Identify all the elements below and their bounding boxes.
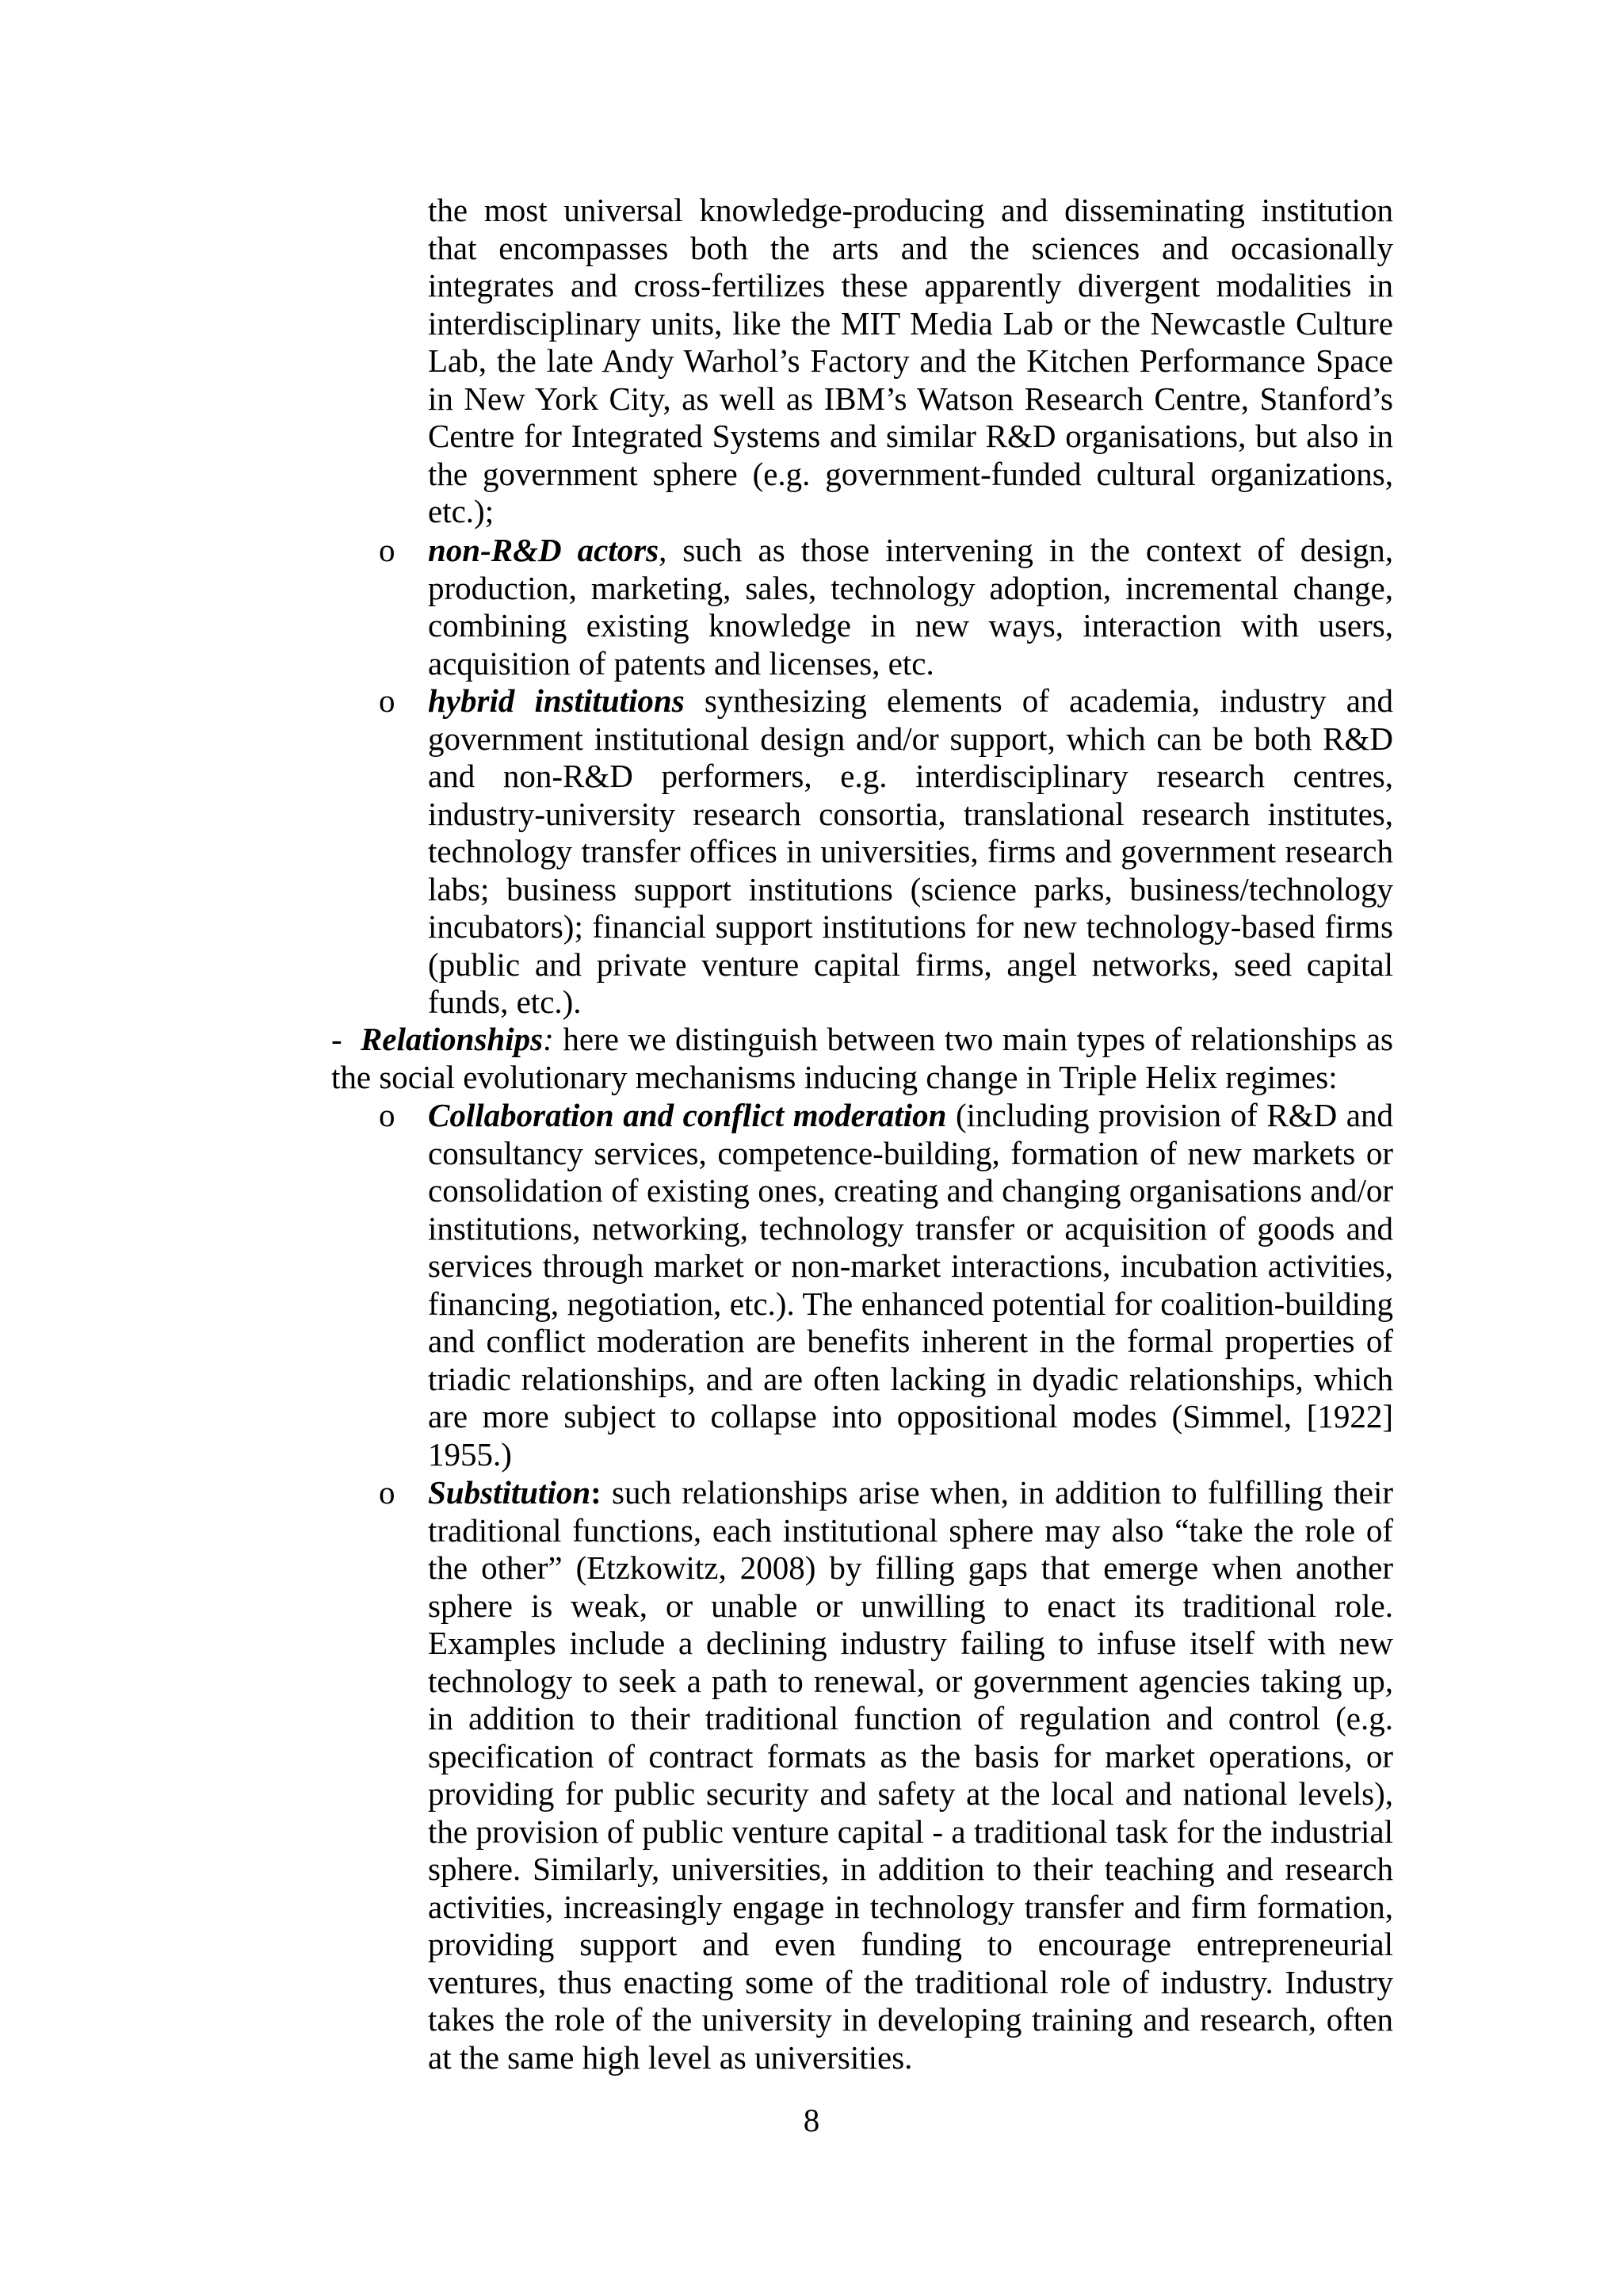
- term-description: (including provision of R&D and consultancy services, competence-building, formation of new markets or consolidation of existing ones, creating and changing organisations and/or institutions, networking, technology transfer or acquisition of goods and services through market or non-market interactions, incubation activities, financing, negotiation, etc.). The enhanced potential for coalition-building and conflict moderation are benefits inherent in the formal properties of triadic relationships, and are often lacking in dyadic relationships, which are more subject to collapse into oppositional modes (Simmel, [1922] 1955.): [428, 1097, 1393, 1473]
- relationships-paragraph: [331, 1021, 1393, 1096]
- list-item-text: [428, 532, 1393, 682]
- term-description: , such as those intervening in the context of design, production, marketing, sales, technology adoption, incremental change, combining existing knowledge in new ways, interaction with users, acquisition of patents and licenses, etc.: [428, 532, 1393, 682]
- relationships-colon: :: [543, 1021, 554, 1057]
- continuation-paragraph: the most universal knowledge-producing and disseminating institution that encompasses both the arts and the sciences and occasionally integrates and cross-fertilizes these apparently divergent modalities in interdisciplinary units, like the MIT Media Lab or the Newcastle Culture Lab, the late Andy Warhol’s Factory and the Kitchen Performance Space in New York City, as well as IBM’s Watson Research Centre, Stanford’s Centre for Integrated Systems and similar R&D organisations, but also in the government sphere (e.g. government-funded cultural organizations, etc.);: [428, 192, 1393, 529]
- term-collaboration: Collaboration and conflict moderation: [428, 1097, 947, 1133]
- bullet-marker: o: [379, 1097, 395, 1133]
- term-substitution: Substitution: [428, 1474, 591, 1511]
- term-hybrid-institutions: hybrid institutions: [428, 682, 685, 719]
- relationships-intro: here we distinguish between two main types of relationships as the social evolutionary mechanisms inducing change in Triple Helix regimes:: [331, 1021, 1393, 1095]
- term-description: synthesizing elements of academia, industry and government institutional design and/or support, which can be both R&D and non-R&D performers, e.g. interdisciplinary research centres, industry-university research consortia, translational research institutes, technology transfer offices in universities, firms and government research labs; business support institutions (science parks, business/technology incubators); financial support institutions for new technology-based firms (public and private venture capital firms, angel networks, seed capital funds, etc.).: [428, 682, 1394, 1020]
- bullet-marker: o: [379, 682, 395, 719]
- term-separator: :: [590, 1474, 601, 1511]
- term-description: such relationships arise when, in addition to fulfilling their traditional functions, each institutional sphere may also “take the role of the other” (Etzkowitz, 2008) by filling gaps that emerge when another sphere is weak, or unable or unwilling to enact its traditional role. Examples include a declining industry failing to infuse itself with new technology to seek a path to renewal, or government agencies taking up, in addition to their traditional function of regulation and control (e.g. specification of contract formats as the basis for market operations, or providing for public security and safety at the local and national levels), the provision of public venture capital - a traditional task for the industrial sphere. Similarly, universities, in addition to their teaching and research activities, increasingly engage in technology transfer and firm formation, providing support and even funding to encourage entrepreneurial ventures, thus enacting some of the traditional role of industry. Industry takes the role of the university in developing training and research, often at the same high level as universities.: [428, 1474, 1393, 2076]
- list-item-text: [428, 682, 1393, 1022]
- dash-marker: -: [331, 1021, 342, 1057]
- list-item-text: [428, 1474, 1393, 2076]
- bullet-marker: o: [379, 1474, 395, 1511]
- term-non-rd-actors: non-R&D actors: [428, 532, 659, 568]
- list-item-text: [428, 1097, 1393, 1473]
- bullet-marker: o: [379, 532, 395, 568]
- page-number: 8: [803, 2102, 820, 2138]
- term-relationships: Relationships: [360, 1021, 544, 1057]
